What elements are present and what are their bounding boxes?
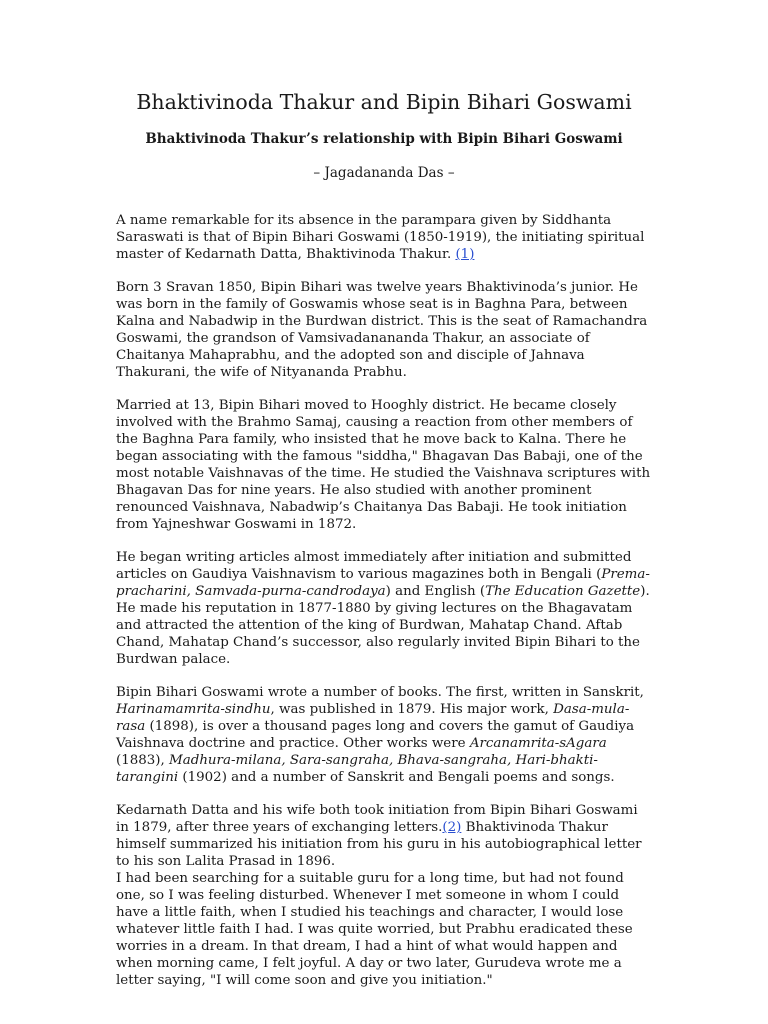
footnote-link-1[interactable]: (1) (455, 247, 475, 262)
author-byline: – Jagadananda Das – (313, 165, 455, 181)
article-body (116, 212, 654, 989)
italic-title: The Education Gazette (485, 584, 641, 599)
paragraph-5 (116, 684, 654, 786)
paragraph-3 (116, 397, 654, 533)
page-title: Bhaktivinoda Thakur and Bipin Bihari Goswami (136, 90, 632, 114)
paragraph-text: A name remarkable for its absence in the parampara given by Siddhanta Saraswati is that of Bipin Bihari Goswami (1850-1919), the initiating spiritual master of Kedarnath Datta, Bhaktivinoda Thakur. (116, 213, 645, 262)
italic-title: Dasa-mula-rasa (116, 702, 630, 734)
italic-title: Harinamamrita-sindhu (116, 702, 271, 717)
paragraph-text: Bhaktivinoda Thakur himself summarized his initiation from his guru in his autobiographical letter to his son Lalita Prasad in 1896. (116, 820, 642, 869)
paragraph-text: Married at 13, Bipin Bihari moved to Hooghly district. He became closely involved with the Brahmo Samaj, causing a reaction from other members of the Baghna Para family, who insisted that he move back to Kalna. There he began associating with the famous "siddha," Bhagavan Das Babaji, one of the most notable Vaishnavas of the time. He studied the Vaishnava scriptures with Bhagavan Das for nine years. He also studied with another prominent renounced Vaishnava, Nabadwip’s Chaitanya Das Babaji. He took initiation from Yajneshwar Goswami in 1872. (116, 398, 651, 532)
paragraph-text: ). He made his reputation in 1877-1880 by giving lectures on the Bhagavatam and attracted the attention of the king of Burdwan, Mahatap Chand. Aftab Chand, Mahatap Chand’s successor, also regularly invited Bipin Bihari to the Burdwan palace. (116, 584, 650, 667)
paragraph-1 (116, 212, 654, 263)
paragraph-text: Born 3 Sravan 1850, Bipin Bihari was twelve years Bhaktivinoda’s junior. He was born in the family of Goswamis whose seat is in Baghna Para, between Kalna and Nabadwip in the Burdwan district. This is the seat of Ramachandra Goswami, the grandson of Vamsivadanananda Thakur, an associate of Chaitanya Mahaprabhu, and the adopted son and disciple of Jahnava Thakurani, the wife of Nityananda Prabhu. (116, 280, 648, 380)
paragraph-text: (1898), is over a thousand pages long and covers the gamut of Gaudiya Vaishnava doctrine and practice. Other works were (116, 719, 635, 751)
paragraph-text: ) and English ( (385, 584, 486, 599)
italic-title: Madhura-milana, Sara-sangraha, Bhava-sangraha, Hari-bhakti-tarangini (116, 753, 598, 785)
paragraph-4 (116, 549, 654, 668)
paragraph-text: He began writing articles almost immediately after initiation and submitted articles on Gaudiya Vaishnavism to various magazines both in Bengali ( (116, 550, 632, 582)
paragraph-text: (1883), (116, 753, 170, 768)
paragraph-text: Bipin Bihari Goswami wrote a number of books. The first, written in Sanskrit, (116, 685, 644, 700)
footnote-link-2[interactable]: (2) (442, 820, 462, 835)
quoted-letter (116, 870, 654, 989)
page-subtitle: Bhaktivinoda Thakur’s relationship with Bipin Bihari Goswami (145, 131, 623, 147)
paragraph-6 (116, 802, 654, 870)
italic-title: Prema-pracharini, Samvada-purna-candrodaya (116, 567, 650, 599)
paragraph-text: , was published in 1879. His major work, (270, 702, 554, 717)
paragraph-text: Kedarnath Datta and his wife both took initiation from Bipin Bihari Goswami in 1879, after three years of exchanging letters. (116, 803, 638, 835)
paragraph-text: (1902) and a number of Sanskrit and Bengali poems and songs. (178, 770, 615, 785)
italic-title: Arcanamrita-sAgara (469, 736, 607, 751)
paragraph-text: I had been searching for a suitable guru for a long time, but had not found one, so I was feeling disturbed. Whenever I met someone in whom I could have a little faith, when I studied his teachings and character, I would lose whatever little faith I had. I was quite worried, but Prabhu eradicated these worries in a dream. In that dream, I had a hint of what would happen and when morning came, I felt joyful. A day or two later, Gurudeva wrote me a letter saying, "I will come soon and give you initiation." (116, 871, 633, 988)
paragraph-2 (116, 279, 654, 381)
